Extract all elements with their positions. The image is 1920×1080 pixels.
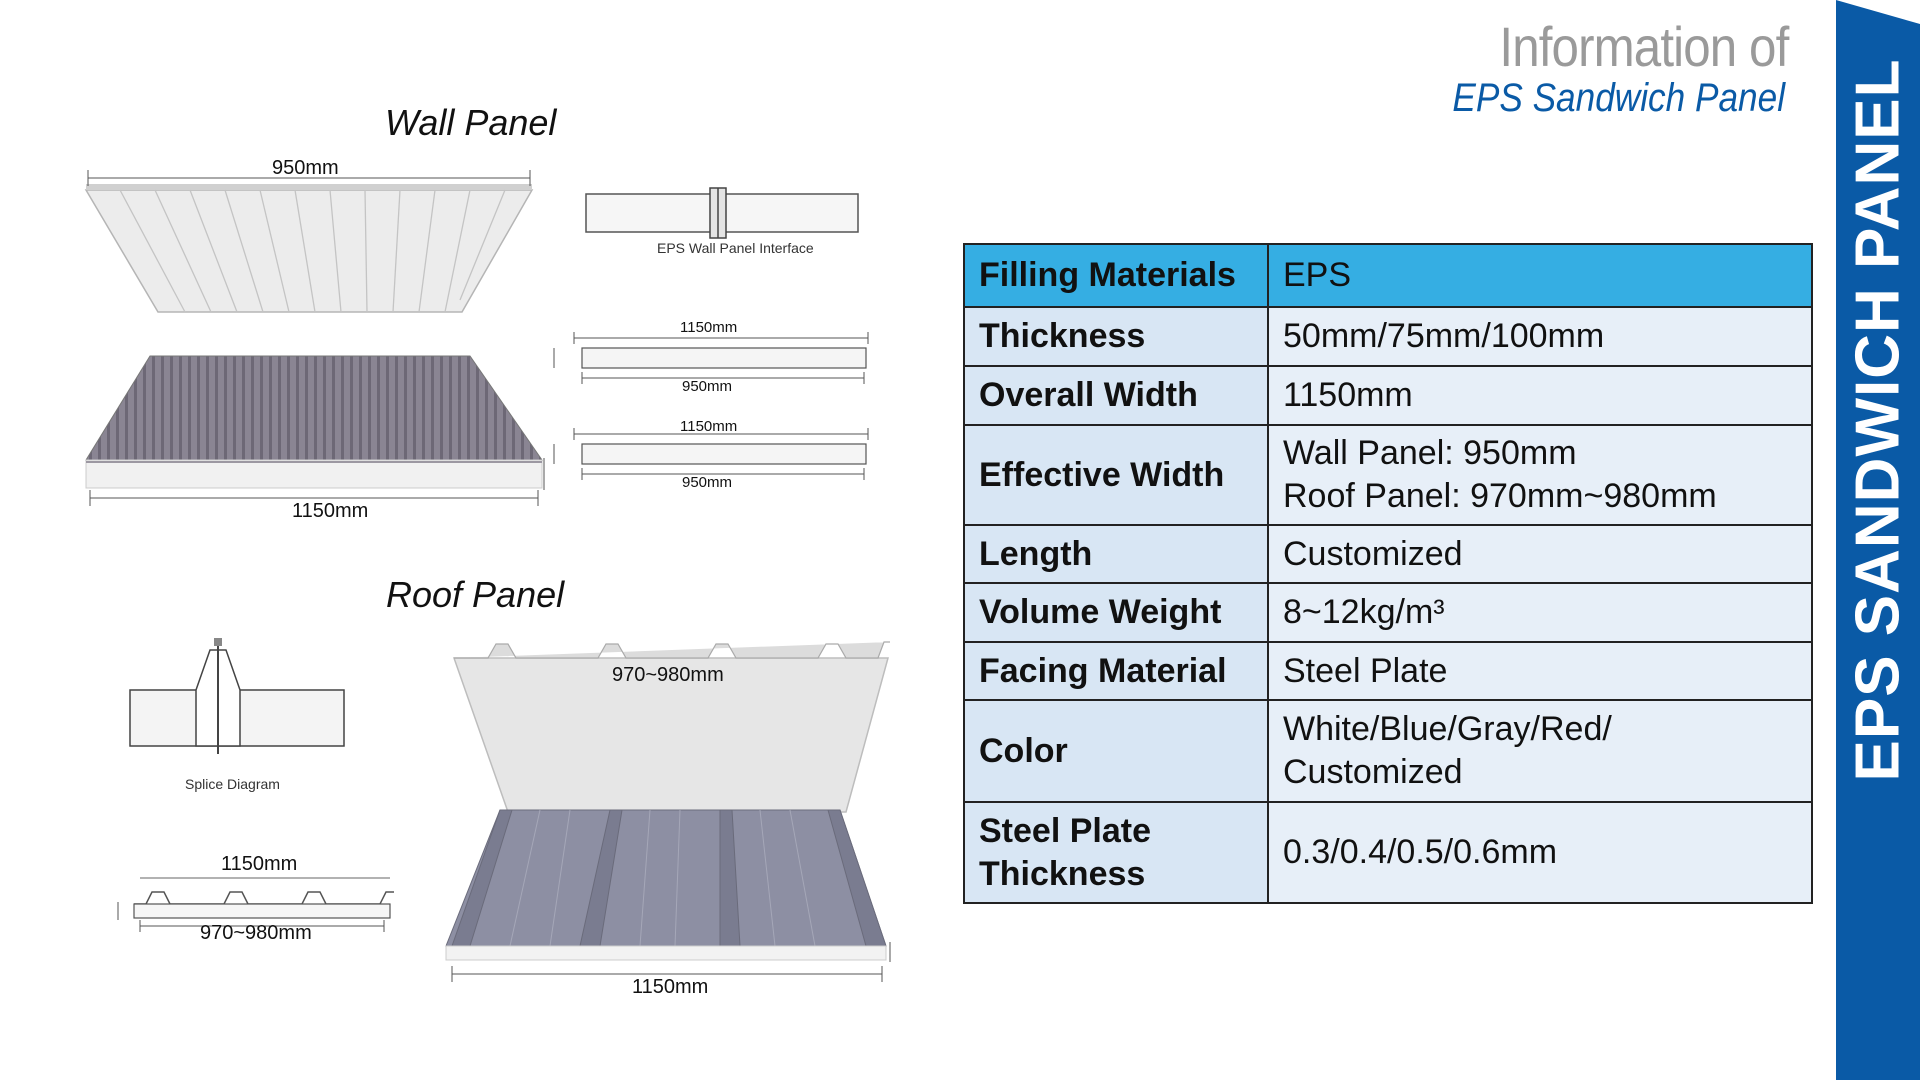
table-row [964,425,1812,525]
wall-panel-bottom-illustration [80,350,550,510]
row-value-line: Customized [1283,753,1463,792]
row-value-line: Roof Panel: 970mm~980mm [1283,477,1717,516]
row-label: Length [964,525,1268,583]
row-label-line: Steel Plate [979,811,1151,850]
row-label: Thickness [964,307,1268,366]
row-value: 1150mm [1268,366,1812,425]
wall-section2-effective: 950mm [682,474,733,491]
row-label: Overall Width [964,366,1268,425]
row-label-line: Thickness [979,854,1146,893]
roof-splice-diagram [126,636,348,756]
row-value: Steel Plate [1268,642,1812,700]
row-label: Color [964,700,1268,802]
wall-bottom-width: 1150mm [292,500,369,522]
heading-line-1: Information of [1499,15,1788,78]
row-value: 8~12kg/m³ [1268,583,1812,642]
wall-section1-effective: 950mm [682,378,733,395]
roof-section-effective: 970~980mm [200,922,312,944]
wall-interface-caption: EPS Wall Panel Interface [657,240,814,256]
row-value: 50mm/75mm/100mm [1268,307,1812,366]
row-label: Filling Materials [964,244,1268,307]
row-label: Effective Width [964,425,1268,525]
row-value-line: Wall Panel: 950mm [1283,434,1577,472]
wall-interface-diagram [582,186,862,240]
wall-section1-overall: 1150mm [680,319,738,336]
table-row [964,583,1812,642]
table-row [964,525,1812,583]
banner-corner [1836,0,1920,24]
table-row [964,366,1812,425]
roof-bottom-width: 1150mm [632,976,709,998]
row-value: 0.3/0.4/0.5/0.6mm [1268,802,1812,903]
roof-top-width: 970~980mm [612,664,724,686]
table-row [964,642,1812,700]
wall-panel-top-illustration [80,160,550,320]
row-value: EPS [1268,244,1812,307]
row-value [1268,425,1812,525]
table-row [964,802,1812,903]
row-value [1268,700,1812,802]
roof-splice-caption: Splice Diagram [185,776,280,792]
table-row [964,244,1812,307]
row-value: Customized [1268,525,1812,583]
heading-line-2: EPS Sandwich Panel [1452,76,1785,120]
wall-section2-overall: 1150mm [680,418,738,435]
table-row [964,700,1812,802]
row-value-line: White/Blue/Gray/Red/ [1283,710,1612,749]
roof-panel-bottom-illustration [440,806,900,986]
row-label [964,802,1268,903]
row-label: Volume Weight [964,583,1268,642]
wall-top-width: 950mm [272,157,339,179]
roof-panel-top-illustration [448,636,898,816]
banner-title: EPS SANDWICH PANEL [1843,58,1913,782]
roof-section-overall: 1150mm [221,853,298,875]
roof-panel-title: Roof Panel [386,574,565,615]
side-banner [1836,0,1920,1080]
table-row [964,307,1812,366]
row-label: Facing Material [964,642,1268,700]
wall-panel-title: Wall Panel [385,102,557,143]
spec-table [963,243,1813,904]
